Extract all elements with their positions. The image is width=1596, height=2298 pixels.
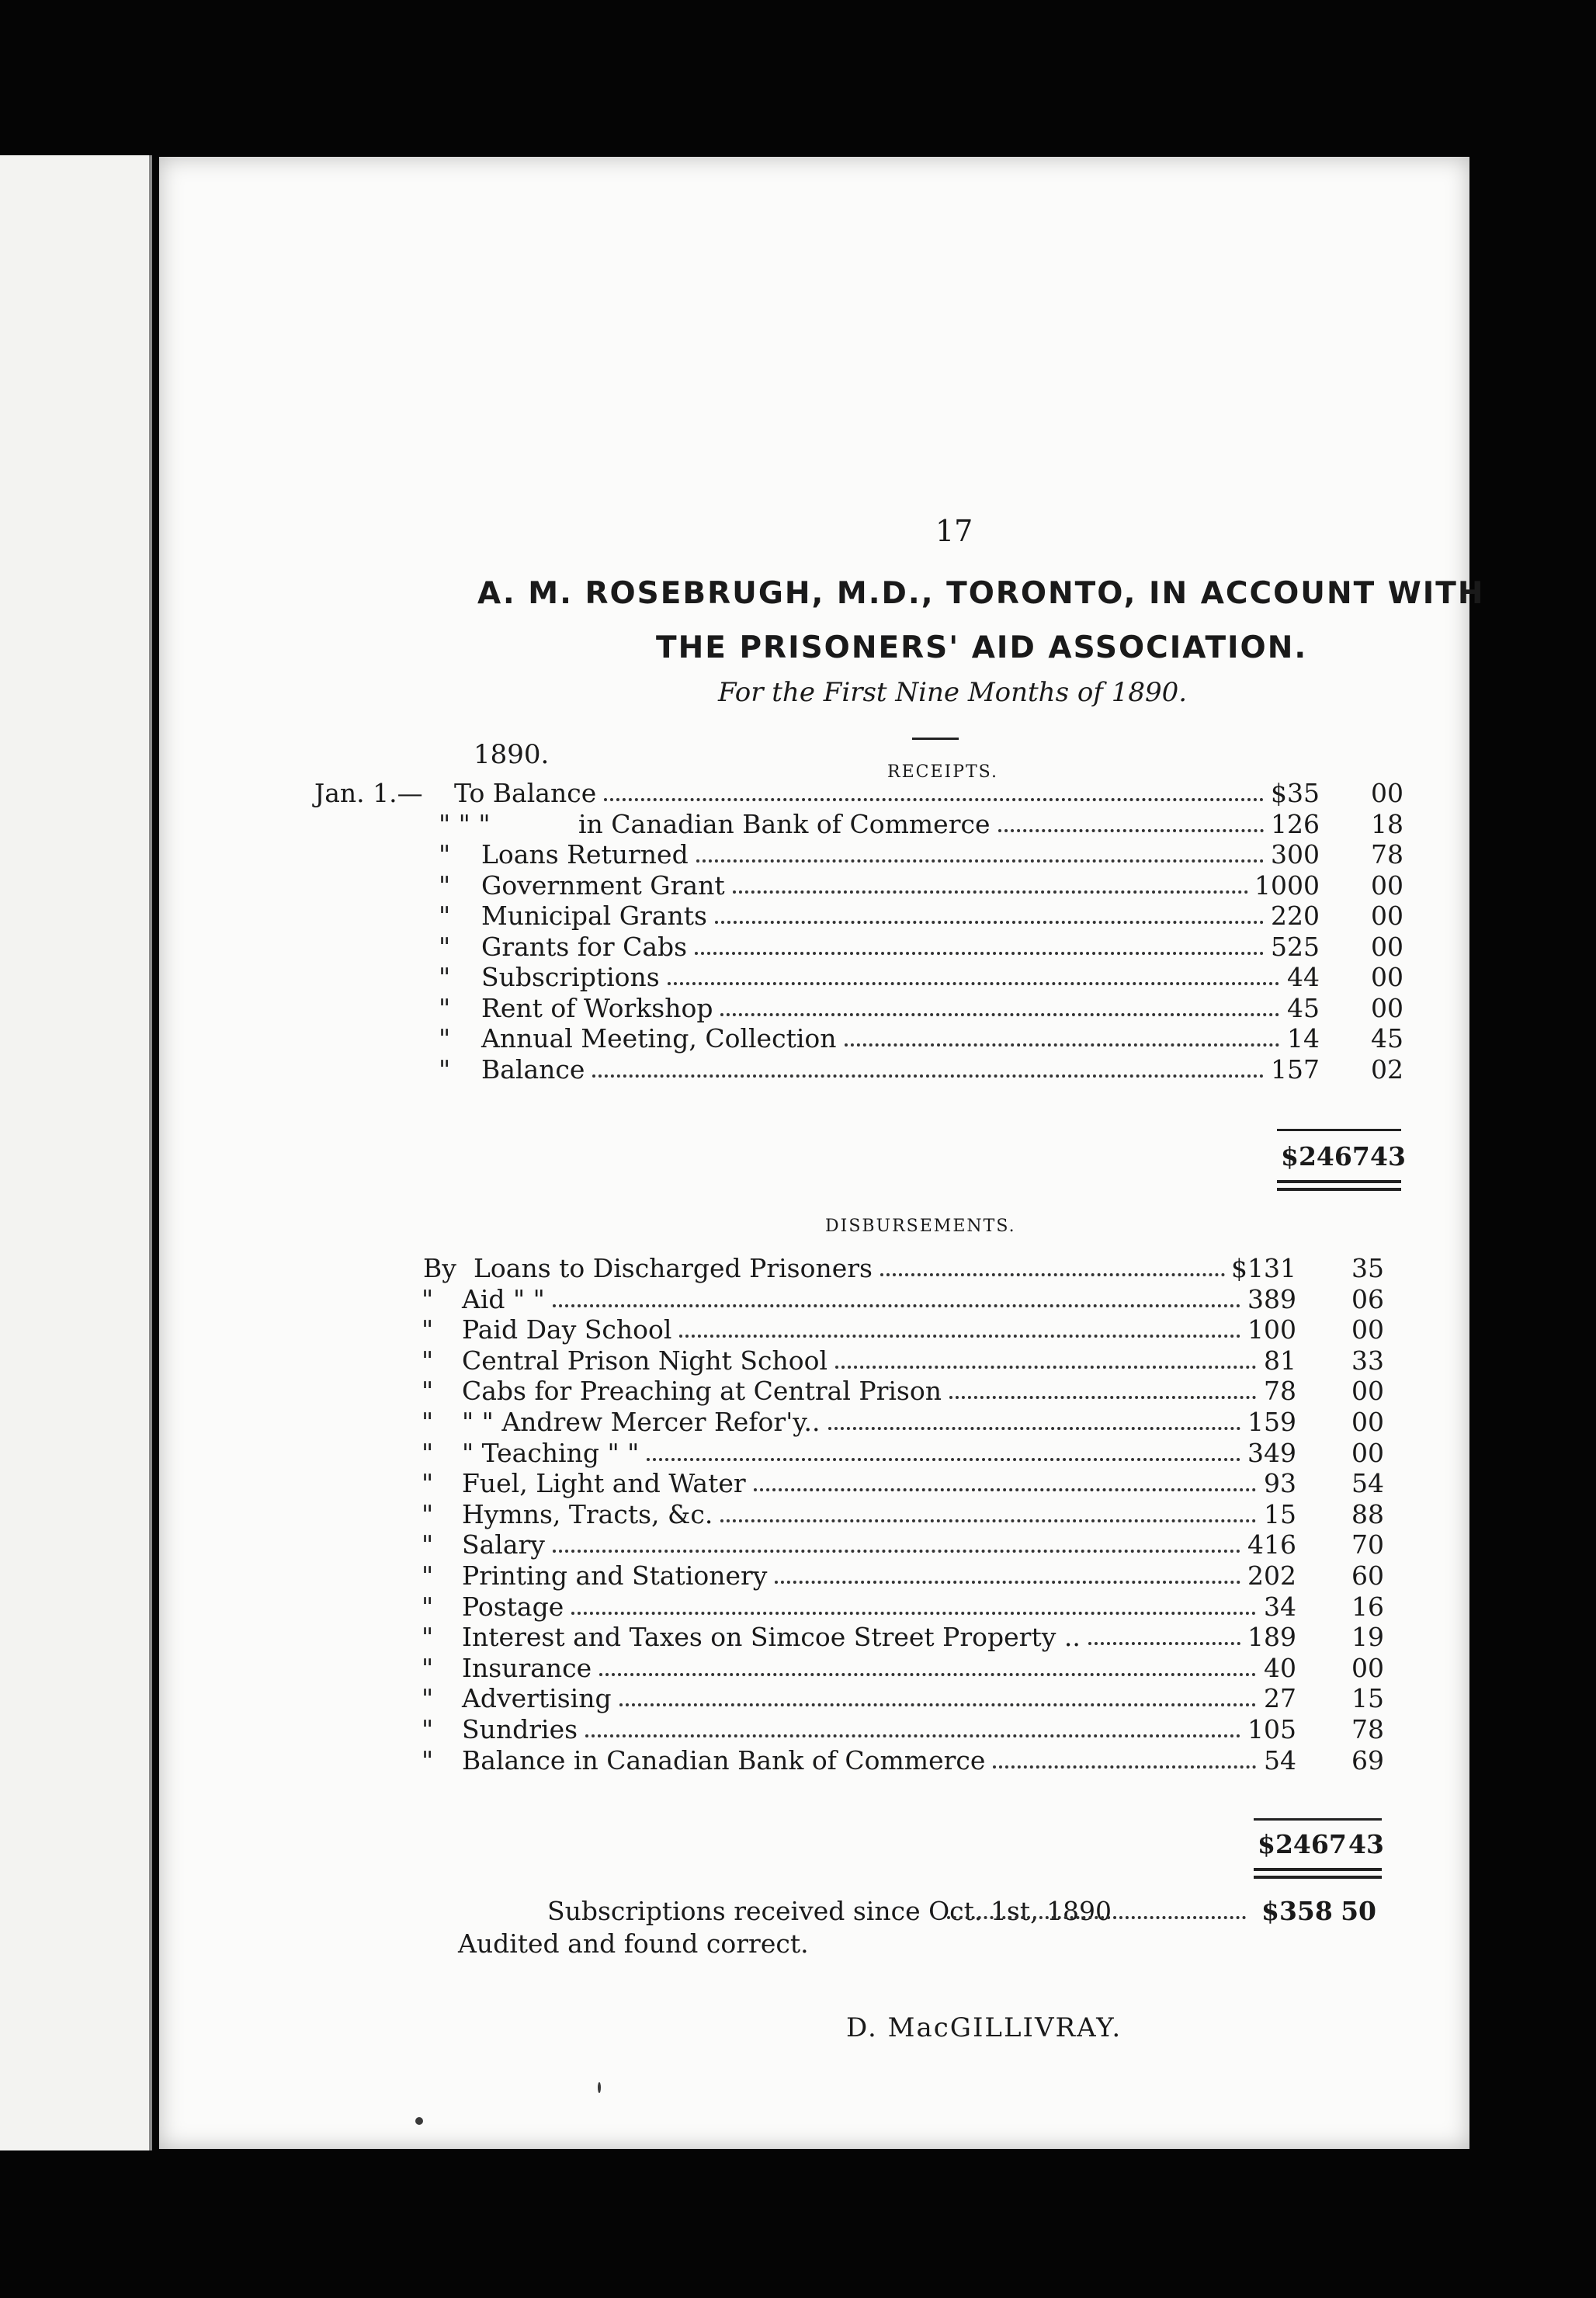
receipt-row-cents: 00 <box>1371 992 1403 1023</box>
disbursement-row-cents: 54 <box>1351 1468 1384 1499</box>
document-page <box>159 157 1485 2149</box>
title-rule <box>912 738 959 740</box>
receipt-row-amount: 157 <box>1271 1054 1320 1085</box>
receipt-row-label: Annual Meeting, Collection <box>481 1023 837 1054</box>
receipts-double-rule-2 <box>1277 1188 1401 1191</box>
subscriptions-row <box>159 1896 1469 1925</box>
disbursements-total-cents: 43 <box>1348 1829 1384 1859</box>
disbursement-row <box>159 1592 1469 1621</box>
disbursement-row-prefix: " <box>422 1622 434 1653</box>
disbursement-row-leader <box>647 1458 1240 1461</box>
disbursement-row-prefix: " <box>422 1468 434 1499</box>
disbursement-row-prefix: " <box>422 1652 434 1683</box>
receipt-row-amount: $35 <box>1271 778 1320 808</box>
disbursement-row-cents: 70 <box>1351 1529 1384 1560</box>
disbursement-row-label: Postage <box>462 1591 564 1622</box>
disbursement-row <box>159 1314 1469 1344</box>
disbursements-total-amount: $2467 <box>1258 1829 1347 1859</box>
disbursement-row-cents: 00 <box>1351 1314 1384 1345</box>
disbursement-row-leader <box>880 1273 1225 1276</box>
disbursement-row-amount: 202 <box>1247 1560 1296 1591</box>
audited-note: Audited and found correct. <box>458 1928 809 1959</box>
disbursement-row <box>159 1407 1469 1436</box>
disbursement-row-cents: 69 <box>1351 1744 1384 1776</box>
disbursement-row-cents: 88 <box>1351 1498 1384 1529</box>
disbursement-row-amount: 54 <box>1264 1744 1296 1776</box>
receipt-row-cents: 00 <box>1371 778 1403 808</box>
receipt-row <box>159 993 1469 1022</box>
receipts-total-rule <box>1277 1129 1401 1131</box>
disbursement-row-amount: 416 <box>1247 1529 1296 1560</box>
disbursement-row-leader <box>571 1612 1256 1615</box>
disbursement-row-leader <box>993 1765 1256 1769</box>
disbursement-row-prefix: " <box>422 1314 434 1345</box>
receipt-row-prefix: " <box>439 901 451 931</box>
receipt-row-cents: 00 <box>1371 901 1403 931</box>
disbursement-row-cents: 00 <box>1351 1376 1384 1407</box>
disbursement-row <box>159 1499 1469 1529</box>
disbursement-row-cents: 19 <box>1351 1622 1384 1653</box>
disbursement-row-prefix: " <box>422 1498 434 1529</box>
disbursement-row <box>159 1560 1469 1590</box>
disbursement-row-leader <box>679 1335 1240 1338</box>
disbursement-row-amount: 93 <box>1264 1468 1296 1499</box>
disbursement-row-prefix: " <box>422 1591 434 1622</box>
receipt-row-cents: 02 <box>1371 1054 1403 1085</box>
receipts-heading: RECEIPTS. <box>887 762 998 782</box>
receipts-total-amount: $2467 <box>1281 1141 1370 1172</box>
disbursement-row-label: Central Prison Night School <box>462 1345 828 1376</box>
disbursement-row-prefix: " <box>422 1529 434 1560</box>
disbursements-double-rule-2 <box>1254 1876 1382 1879</box>
disbursement-row-cents: 78 <box>1351 1714 1384 1744</box>
disbursement-row <box>159 1284 1469 1314</box>
disbursement-row-prefix: " <box>422 1437 434 1468</box>
receipt-row-amount: 220 <box>1271 901 1320 931</box>
disbursement-row <box>159 1345 1469 1375</box>
receipt-row-leader <box>696 859 1264 863</box>
receipt-row-prefix: " <box>439 962 451 992</box>
receipt-row-cents: 78 <box>1371 839 1403 870</box>
disbursement-row-label: Printing and Stationery <box>462 1560 768 1591</box>
disbursement-row-label: Hymns, Tracts, &c. <box>462 1498 713 1529</box>
subtitle: For the First Nine Months of 1890. <box>718 677 1188 708</box>
receipt-row <box>159 962 1469 991</box>
disbursement-row-cents: 60 <box>1351 1560 1384 1591</box>
disbursements-double-rule-1 <box>1254 1868 1382 1871</box>
disbursement-row <box>159 1714 1469 1744</box>
receipt-row-prefix: " <box>439 1054 451 1085</box>
receipt-row <box>159 870 1469 900</box>
receipt-row-label: Rent of Workshop <box>481 992 713 1023</box>
disbursement-row-prefix: " <box>422 1744 434 1776</box>
disbursement-row-prefix: " <box>422 1560 434 1591</box>
disbursement-row <box>159 1253 1469 1283</box>
disbursement-row-amount: 100 <box>1247 1314 1296 1345</box>
disbursement-row-label: Sundries <box>462 1714 578 1744</box>
receipt-row-leader <box>998 829 1264 832</box>
receipt-row <box>159 1023 1469 1053</box>
auditor-signature: D. MacGILLIVRAY. <box>846 2012 1122 2043</box>
receipt-row-amount: 300 <box>1271 839 1320 870</box>
disbursement-row-amount: 15 <box>1264 1498 1296 1529</box>
receipt-row-prefix: " <box>439 839 451 870</box>
receipt-row-label: Government Grant <box>481 870 725 901</box>
disbursement-row-amount: 27 <box>1264 1683 1296 1714</box>
disbursement-row-label: Balance in Canadian Bank of Commerce <box>462 1744 986 1776</box>
disbursement-row-prefix: " <box>422 1714 434 1744</box>
disbursement-row-label: Advertising <box>462 1683 612 1714</box>
speck-mark <box>598 2082 601 2093</box>
receipt-row-amount: 44 <box>1287 962 1320 992</box>
receipt-row <box>159 778 1469 807</box>
disbursement-row-label: " Teaching " " <box>462 1437 640 1468</box>
disbursement-row-amount: 81 <box>1264 1345 1296 1376</box>
disbursement-row-amount: 40 <box>1264 1652 1296 1683</box>
disbursement-row-cents: 00 <box>1351 1407 1384 1437</box>
receipt-row-cents: 00 <box>1371 962 1403 992</box>
page-number: 17 <box>935 514 973 548</box>
subscriptions-note: Subscriptions received since Oct. 1st, 1890 <box>547 1896 1112 1926</box>
subscriptions-amount: $358 <box>1261 1896 1333 1926</box>
receipt-row-leader <box>592 1074 1264 1078</box>
receipts-total-cents: 43 <box>1370 1141 1406 1172</box>
receipt-row-cents: 00 <box>1371 870 1403 901</box>
disbursement-row-amount: 159 <box>1247 1407 1296 1437</box>
receipt-row-label: Municipal Grants <box>481 901 707 931</box>
disbursement-row-leader <box>553 1550 1240 1553</box>
receipt-row-prefix: " <box>439 992 451 1023</box>
receipt-row-amount: 45 <box>1287 992 1320 1023</box>
disbursement-row-leader <box>754 1488 1256 1491</box>
receipt-row-leader <box>845 1043 1279 1047</box>
disbursement-row-label: Aid " " <box>462 1283 545 1314</box>
disbursement-row-leader <box>949 1396 1256 1399</box>
disbursement-row-prefix: " <box>422 1283 434 1314</box>
disbursement-row <box>159 1529 1469 1559</box>
disbursement-row <box>159 1745 1469 1775</box>
disbursement-row-label: Paid Day School <box>462 1314 672 1345</box>
disbursement-row-leader <box>585 1734 1240 1737</box>
receipt-row-prefix: Jan. 1.— <box>314 778 423 808</box>
receipt-row-amount: 14 <box>1287 1023 1320 1054</box>
receipt-row-cents: 45 <box>1371 1023 1403 1054</box>
disbursement-row-leader <box>828 1427 1240 1430</box>
title-line-1: A. M. ROSEBRUGH, M.D., TORONTO, IN ACCOUNT WITH <box>477 576 1485 611</box>
receipts-double-rule-1 <box>1277 1180 1401 1183</box>
disbursement-row <box>159 1438 1469 1467</box>
receipt-row-cents: 18 <box>1371 808 1403 839</box>
disbursement-row-leader <box>619 1703 1256 1706</box>
receipt-row-amount: 1000 <box>1254 870 1320 901</box>
receipt-row-label: Balance <box>481 1054 585 1085</box>
disbursement-row <box>159 1376 1469 1405</box>
disbursement-row-label: Loans to Discharged Prisoners <box>474 1253 873 1283</box>
disbursement-row-label: Fuel, Light and Water <box>462 1468 746 1499</box>
disbursement-row-amount: 349 <box>1247 1437 1296 1468</box>
receipt-row-amount: 126 <box>1271 808 1320 839</box>
disbursement-row-cents: 00 <box>1351 1437 1384 1468</box>
disbursement-row-leader <box>835 1366 1256 1369</box>
receipt-row-prefix: " <box>439 931 451 962</box>
receipt-row <box>159 1054 1469 1084</box>
disbursement-row-leader <box>1088 1642 1240 1645</box>
receipt-row-leader <box>668 982 1279 985</box>
receipt-row-cents: 00 <box>1371 931 1403 962</box>
disbursement-row-cents: 06 <box>1351 1283 1384 1314</box>
disbursement-row-amount: 105 <box>1247 1714 1296 1744</box>
disbursement-row-amount: 389 <box>1247 1283 1296 1314</box>
disbursement-row-leader <box>599 1673 1256 1676</box>
disbursement-row-cents: 15 <box>1351 1683 1384 1714</box>
disbursements-total-rule <box>1254 1818 1382 1821</box>
receipt-row-label: To Balance <box>454 778 597 808</box>
receipt-row <box>159 809 1469 838</box>
disbursement-row-cents: 16 <box>1351 1591 1384 1622</box>
disbursement-row <box>159 1683 1469 1713</box>
receipt-row-prefix: " <box>439 1023 451 1054</box>
receipt-row-leader <box>604 798 1264 801</box>
disbursement-row-amount: 34 <box>1264 1591 1296 1622</box>
receipt-row <box>159 932 1469 961</box>
disbursement-row-amount: 189 <box>1247 1622 1296 1653</box>
disbursement-row <box>159 1468 1469 1498</box>
disbursement-row-leader <box>720 1519 1256 1522</box>
disbursement-row-amount: 78 <box>1264 1376 1296 1407</box>
disbursement-row <box>159 1653 1469 1682</box>
disbursement-row-cents: 33 <box>1351 1345 1384 1376</box>
disbursement-row-prefix: " <box>422 1345 434 1376</box>
disbursement-row-prefix: By <box>423 1253 456 1283</box>
facing-page-edge <box>0 155 152 2150</box>
disbursement-row-label: Cabs for Preaching at Central Prison <box>462 1376 942 1407</box>
receipt-row <box>159 901 1469 930</box>
disbursement-row-cents: 00 <box>1351 1652 1384 1683</box>
disbursement-row-prefix: " <box>422 1376 434 1407</box>
subscriptions-leader <box>947 1916 1246 1919</box>
subscriptions-cents: 50 <box>1341 1896 1376 1926</box>
disbursement-row-leader <box>775 1581 1240 1584</box>
disbursement-row-label: Interest and Taxes on Simcoe Street Property .. <box>462 1622 1081 1653</box>
receipt-row-amount: 525 <box>1271 931 1320 962</box>
disbursement-row-label: Insurance <box>462 1652 592 1683</box>
receipt-row-leader <box>715 921 1264 924</box>
disbursement-row-amount: $131 <box>1231 1253 1296 1283</box>
disbursement-row-prefix: " <box>422 1683 434 1714</box>
receipt-row-label: Loans Returned <box>481 839 689 870</box>
disbursement-row-label: Salary <box>462 1529 545 1560</box>
disbursement-row-label: " " Andrew Mercer Refor'y.. <box>462 1407 821 1437</box>
receipt-row-leader <box>733 890 1248 894</box>
disbursement-row <box>159 1622 1469 1651</box>
disbursement-row-leader <box>553 1304 1240 1307</box>
year-label: 1890. <box>474 739 550 770</box>
receipt-row-label: in Canadian Bank of Commerce <box>578 808 991 839</box>
receipt-row-label: Grants for Cabs <box>481 931 688 962</box>
speck-mark <box>415 2117 423 2125</box>
receipt-row-leader <box>720 1013 1279 1016</box>
receipt-row <box>159 839 1469 869</box>
disbursements-heading: DISBURSEMENTS. <box>825 1217 1016 1236</box>
receipt-row-leader <box>695 952 1264 955</box>
receipt-row-label: Subscriptions <box>481 962 660 992</box>
receipt-row-prefix: " " " <box>439 808 491 839</box>
receipt-row-prefix: " <box>439 870 451 901</box>
disbursement-row-prefix: " <box>422 1407 434 1437</box>
disbursement-row-cents: 35 <box>1351 1253 1384 1283</box>
title-line-2: THE PRISONERS' AID ASSOCIATION. <box>656 630 1308 665</box>
